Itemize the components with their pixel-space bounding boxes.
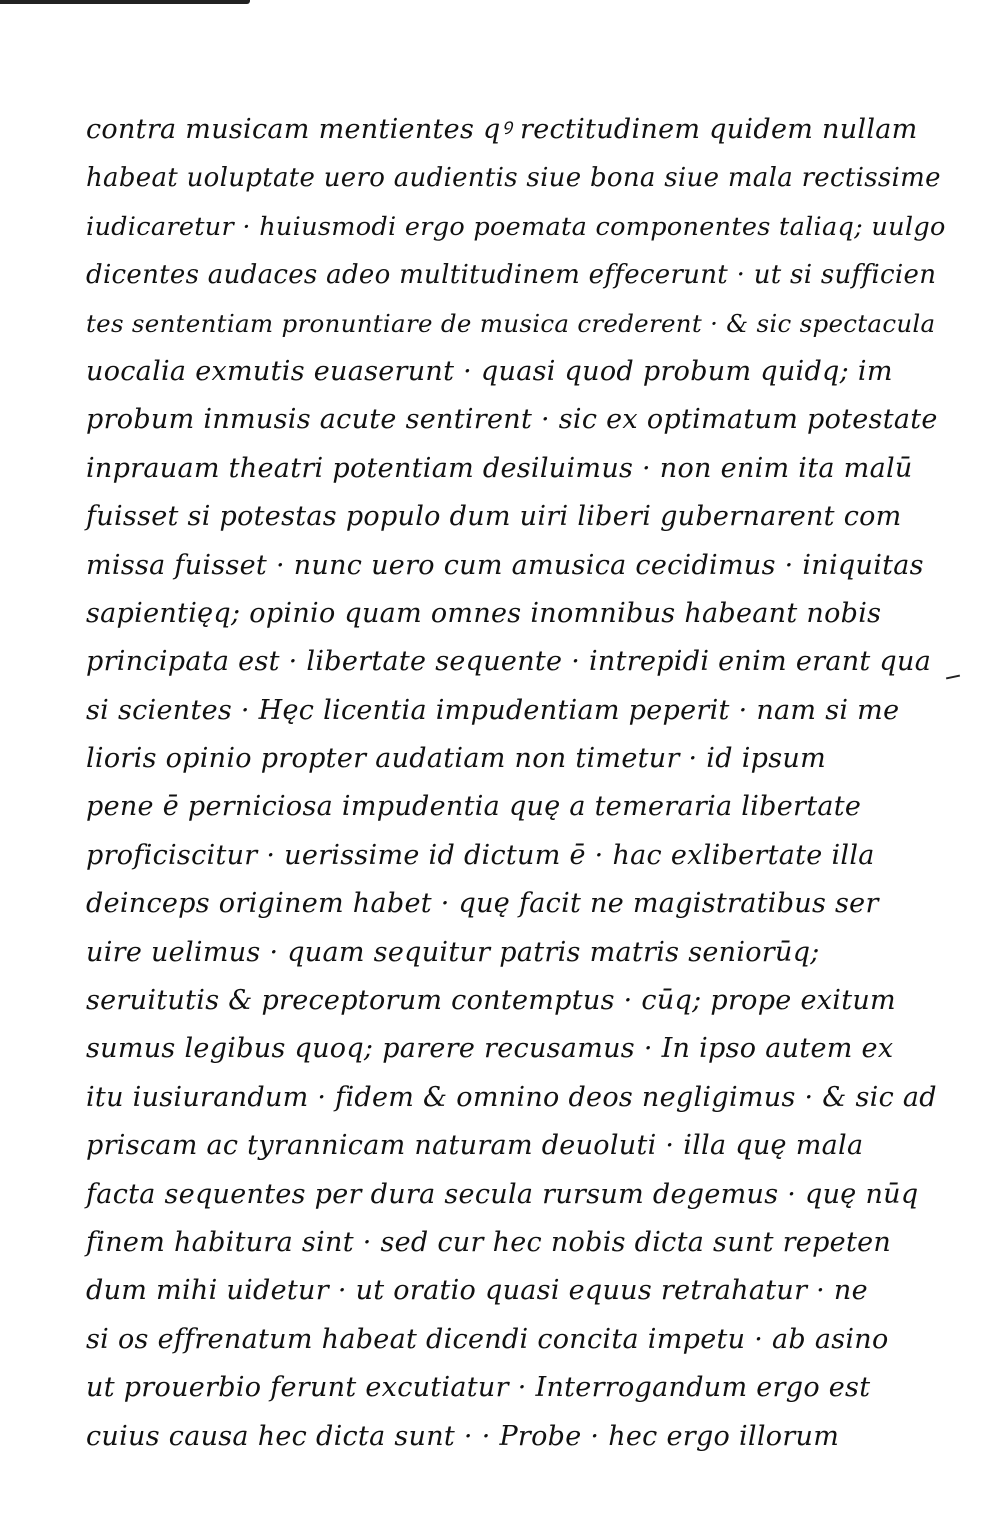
manuscript-text-block bbox=[86, 106, 946, 1461]
text-line: missa fuisset · nunc uero cum amusica cecidimus · iniquitas bbox=[86, 549, 924, 581]
text-line: tes sententiam pronuntiare de musica crederent · & sic spectacula bbox=[86, 308, 936, 338]
text-line: si os effrenatum habeat dicendi concita impetu · ab asino bbox=[86, 1323, 889, 1355]
text-line: sapientięq; opinio quam omnes inomnibus habeant nobis bbox=[86, 597, 882, 629]
text-line: uire uelimus · quam sequitur patris matris seniorūq; bbox=[86, 936, 820, 968]
text-line: proficiscitur · uerissime id dictum ē · hac exlibertate illa bbox=[86, 839, 875, 871]
page-edge-rule bbox=[0, 0, 250, 4]
text-line: pene ē perniciosa impudentia quę a temeraria libertate bbox=[86, 791, 862, 823]
text-line: iudicaretur · huiusmodi ergo poemata componentes taliaq; uulgo bbox=[86, 211, 946, 242]
text-line: finem habitura sint · sed cur hec nobis dicta sunt repeten bbox=[86, 1226, 892, 1258]
text-line: dicentes audaces adeo multitudinem effecerunt · ut si sufficien bbox=[86, 260, 937, 291]
text-line: sumus legibus quoq; parere recusamus · In ipso autem ex bbox=[86, 1033, 894, 1065]
text-line: principata est · libertate sequente · intrepidi enim erant qua bbox=[86, 646, 932, 678]
text-line: lioris opinio propter audatiam non timetur · id ipsum bbox=[86, 743, 826, 775]
text-line: cuius causa hec dicta sunt · · Probe · hec ergo illorum bbox=[86, 1420, 840, 1452]
text-line: habeat uoluptate uero audientis siue bona siue mala rectissime bbox=[86, 163, 941, 194]
text-line: deinceps originem habet · quę facit ne magistratibus ser bbox=[86, 888, 879, 920]
text-line: priscam ac tyrannicam naturam deuoluti · illa quę mala bbox=[86, 1130, 864, 1162]
text-line: ut prouerbio ferunt excutiatur · Interrogandum ergo est bbox=[86, 1372, 871, 1404]
text-line: facta sequentes per dura secula rursum degemus · quę nūq bbox=[86, 1178, 919, 1210]
text-line: uocalia exmutis euaserunt · quasi quod probum quidq; im bbox=[86, 355, 893, 387]
text-line: dum mihi uidetur · ut oratio quasi equus retrahatur · ne bbox=[86, 1275, 868, 1307]
text-line: probum inmusis acute sentirent · sic ex optimatum potestate bbox=[86, 404, 938, 436]
text-line: fuisset si potestas populo dum uiri liberi gubernarent com bbox=[86, 501, 902, 533]
text-line: seruitutis & preceptorum contemptus · cūq; prope exitum bbox=[86, 985, 896, 1017]
text-line: inprauam theatri potentiam desiluimus · non enim ita malū bbox=[86, 452, 913, 484]
margin-mark bbox=[946, 675, 960, 680]
text-line: contra musicam mentientes qꝰ rectitudinem quidem nullam bbox=[86, 114, 918, 145]
text-line: itu iusiurandum · fidem & omnino deos negligimus · & sic ad bbox=[86, 1081, 937, 1113]
text-line: si scientes · Hęc licentia impudentiam peperit · nam si me bbox=[86, 694, 900, 726]
